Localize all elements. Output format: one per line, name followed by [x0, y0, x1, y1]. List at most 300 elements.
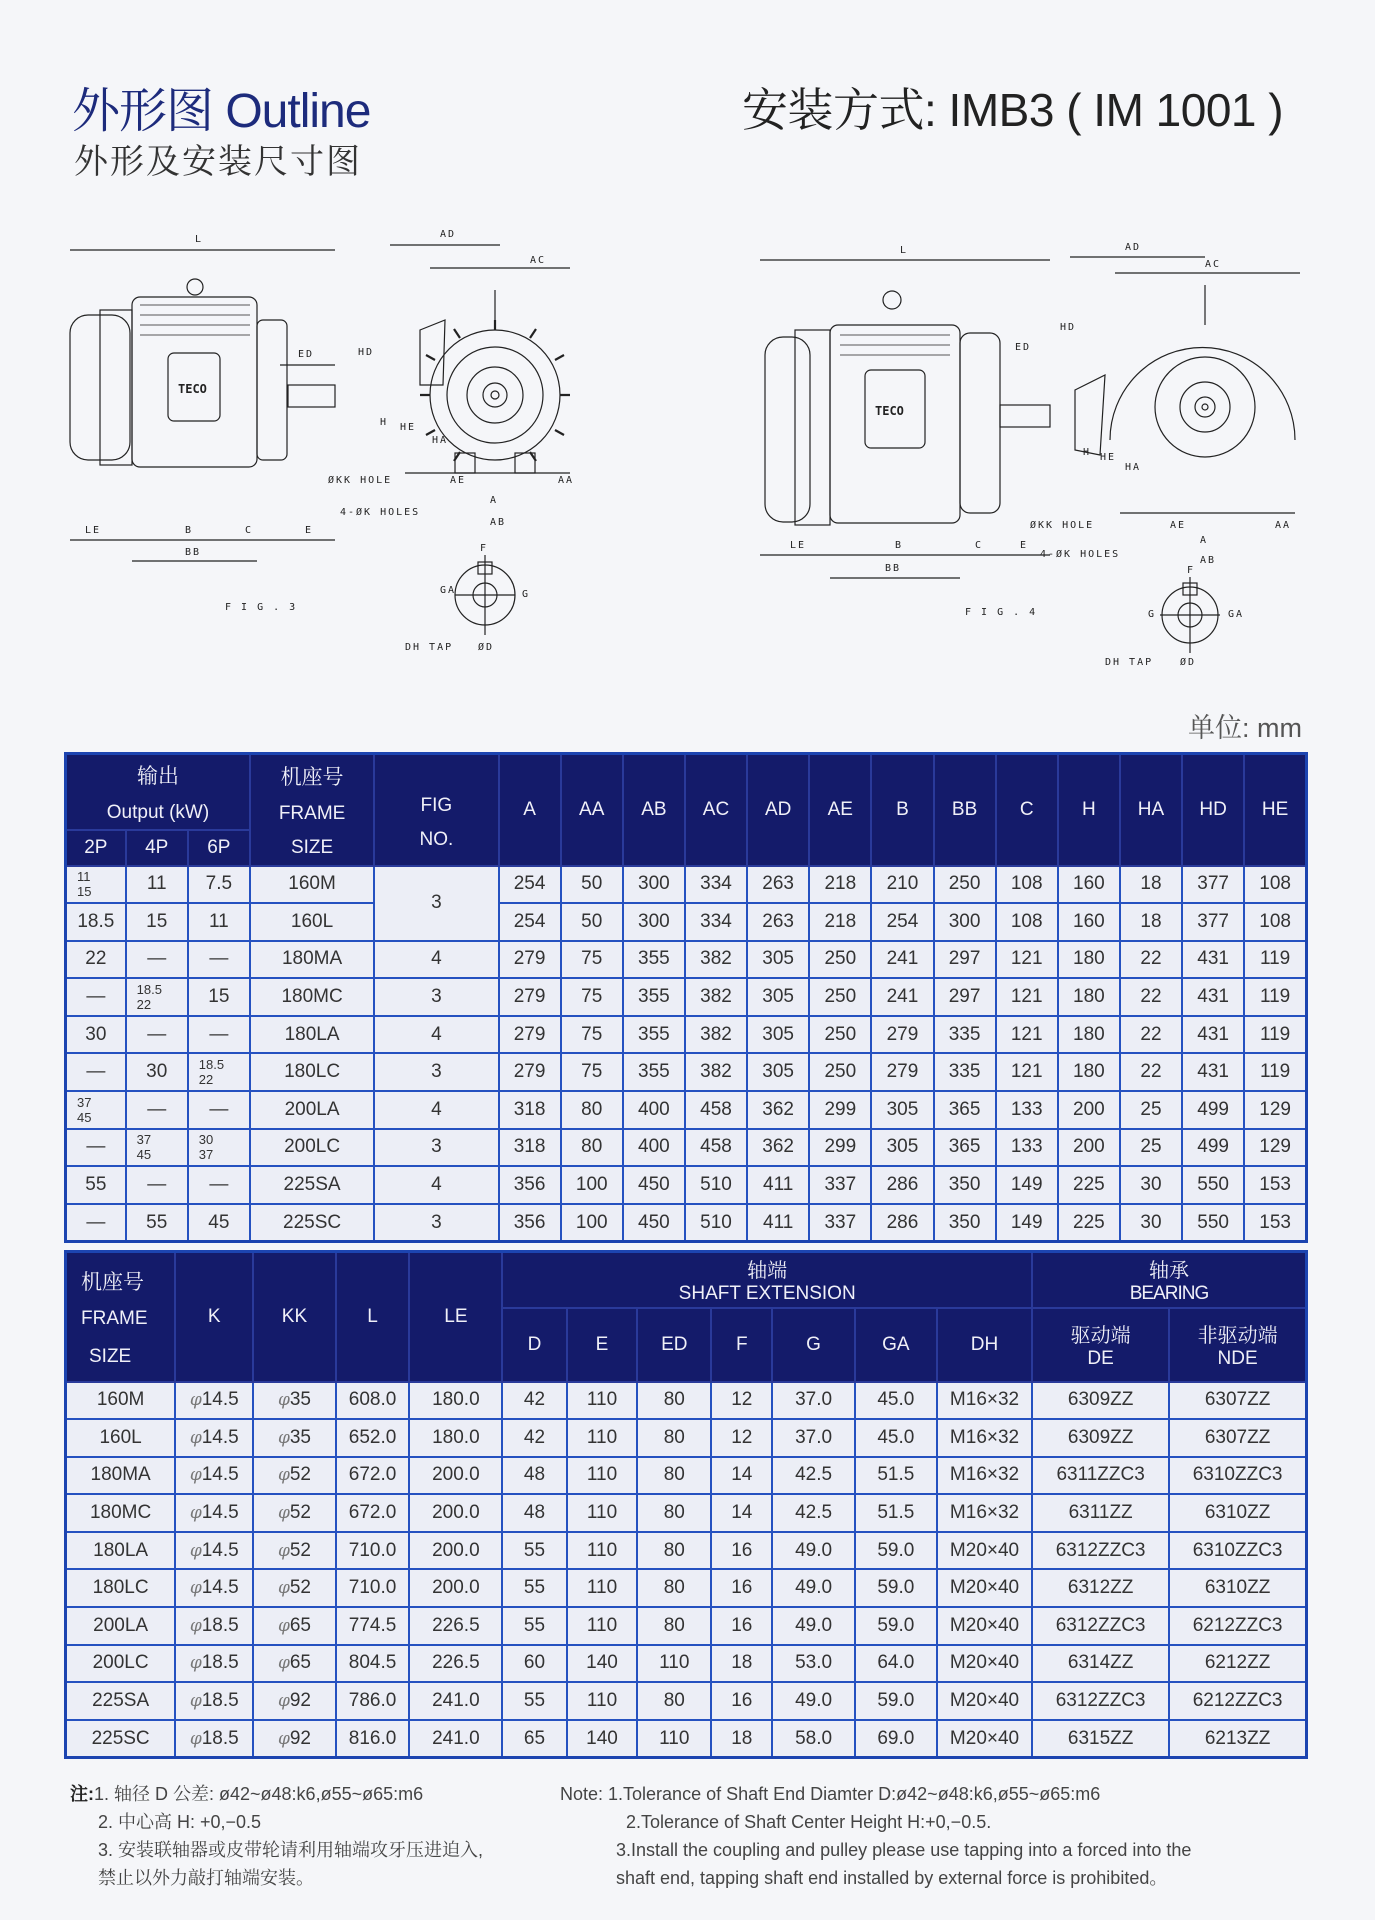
output-2p: 11 15: [66, 866, 126, 904]
phi-symbol: φ: [277, 1615, 290, 1636]
shaft-value: M20×40: [937, 1720, 1032, 1758]
svg-text:4-ØK HOLES: 4-ØK HOLES: [340, 507, 421, 518]
output-2p: 55: [66, 1166, 126, 1204]
outline-drawings: [60, 225, 1330, 675]
svg-text:L: L: [900, 245, 909, 256]
fig3-end-view: [328, 229, 574, 528]
dim-value: 254: [499, 903, 561, 941]
shaft-value: 80: [637, 1569, 711, 1607]
dim-value: 160: [1058, 866, 1120, 904]
fig-no: 3: [374, 1053, 498, 1091]
dim-value: 108: [1244, 903, 1306, 941]
dimension-table-1: [64, 752, 1308, 1243]
le-header: LE: [409, 1252, 502, 1382]
fig4-shaft-key-detail: [1105, 565, 1244, 668]
k-header: K: [175, 1252, 253, 1382]
table-row: [66, 1053, 1307, 1091]
dim-value: 305: [747, 941, 809, 979]
dim-header: H: [1058, 754, 1120, 866]
l-value: 786.0: [336, 1682, 410, 1720]
frame-size: 160L: [250, 903, 374, 941]
dim-value: 108: [1244, 866, 1306, 904]
phi-symbol: φ: [277, 1503, 290, 1524]
phi-symbol: φ: [189, 1465, 202, 1486]
svg-text:E: E: [305, 525, 314, 536]
dim-value: 180: [1058, 941, 1120, 979]
dim-value: 254: [499, 866, 561, 904]
dim-value: 153: [1244, 1204, 1306, 1242]
kk-value: φ52: [253, 1457, 335, 1495]
svg-text:DH TAP: DH TAP: [1105, 657, 1154, 668]
svg-text:L: L: [195, 234, 204, 245]
k-value: φ14.5: [175, 1569, 253, 1607]
bearing-nde: 6310ZZC3: [1169, 1457, 1306, 1495]
shaft-value: M20×40: [937, 1607, 1032, 1645]
table-row: [66, 1607, 1307, 1645]
svg-text:C: C: [975, 540, 984, 551]
dim-value: 250: [809, 1053, 871, 1091]
table-row: [66, 1682, 1307, 1720]
dim-header: A: [499, 754, 561, 866]
shaft-value: 59.0: [855, 1682, 937, 1720]
svg-text:ED: ED: [298, 349, 315, 360]
dim-value: 149: [996, 1204, 1058, 1242]
dim-value: 22: [1120, 941, 1182, 979]
svg-text:TECO: TECO: [875, 404, 904, 418]
fig-no: 4: [374, 1091, 498, 1129]
le-value: 180.0: [409, 1382, 502, 1420]
dim-value: 499: [1182, 1129, 1244, 1167]
shaft-value: 55: [502, 1682, 566, 1720]
l-value: 652.0: [336, 1419, 410, 1457]
bearing-de: 6312ZZC3: [1032, 1607, 1169, 1645]
le-value: 200.0: [409, 1494, 502, 1532]
bearing-de: 6309ZZ: [1032, 1419, 1169, 1457]
output-4p: 55: [126, 1204, 188, 1242]
frame-size-header: 机座号 FRAME SIZE: [250, 754, 374, 866]
dim-value: 22: [1120, 978, 1182, 1016]
shaft-value: 110: [567, 1607, 638, 1645]
phi-symbol: φ: [277, 1465, 290, 1486]
svg-text:ØKK HOLE: ØKK HOLE: [1030, 520, 1095, 531]
dim-value: 75: [561, 978, 623, 1016]
bearing-de: 6314ZZ: [1032, 1645, 1169, 1683]
fig-no: 4: [374, 1016, 498, 1054]
shaft-col-header: D: [502, 1308, 566, 1382]
shaft-value: 110: [567, 1569, 638, 1607]
dim-value: 119: [1244, 941, 1306, 979]
phi-symbol: φ: [277, 1578, 290, 1599]
dim-value: 362: [747, 1129, 809, 1167]
shaft-value: 53.0: [772, 1645, 854, 1683]
shaft-value: 16: [711, 1682, 772, 1720]
kk-value: φ65: [253, 1607, 335, 1645]
dim-value: 382: [685, 941, 747, 979]
notes-chinese: [70, 1780, 483, 1892]
dim-value: 279: [871, 1016, 933, 1054]
l-value: 672.0: [336, 1457, 410, 1495]
notes-label: 注:: [70, 1784, 94, 1804]
shaft-value: 110: [567, 1494, 638, 1532]
le-value: 241.0: [409, 1682, 502, 1720]
frame-size: 160L: [66, 1419, 176, 1457]
phi-symbol: φ: [189, 1615, 202, 1636]
dim-value: 279: [871, 1053, 933, 1091]
dim-value: 362: [747, 1091, 809, 1129]
kk-value: φ65: [253, 1645, 335, 1683]
dim-value: 450: [623, 1204, 685, 1242]
dim-value: 250: [809, 1016, 871, 1054]
notes-english: [560, 1780, 1191, 1892]
shaft-value: 140: [567, 1645, 638, 1683]
fig-no: 4: [374, 1166, 498, 1204]
output-4p: —: [126, 1016, 188, 1054]
bearing-de: 6312ZZC3: [1032, 1532, 1169, 1570]
shaft-value: 42: [502, 1382, 566, 1420]
shaft-value: 37.0: [772, 1382, 854, 1420]
frame-size: 200LC: [66, 1645, 176, 1683]
fig4-side-view: [760, 245, 1050, 618]
k-value: φ14.5: [175, 1419, 253, 1457]
fig-no: 3: [374, 978, 498, 1016]
dim-value: 75: [561, 941, 623, 979]
output-2p: 37 45: [66, 1091, 126, 1129]
note-en-2: 2.Tolerance of Shaft Center Height H:+0,−0.5.: [626, 1812, 992, 1832]
dim-value: 22: [1120, 1016, 1182, 1054]
output-4p: 18.5 22: [126, 978, 188, 1016]
shaft-value: 58.0: [772, 1720, 854, 1758]
phi-symbol: φ: [277, 1691, 290, 1712]
dim-value: 300: [934, 903, 996, 941]
shaft-value: 80: [637, 1532, 711, 1570]
phi-symbol: φ: [189, 1390, 202, 1411]
bearing-de: 6311ZZ: [1032, 1494, 1169, 1532]
l-value: 672.0: [336, 1494, 410, 1532]
shaft-value: 14: [711, 1457, 772, 1495]
bearing-de-header: 驱动端 DE: [1032, 1308, 1169, 1382]
phi-symbol: φ: [189, 1540, 202, 1561]
dim-value: 365: [934, 1091, 996, 1129]
svg-text:HA: HA: [1125, 462, 1142, 473]
dim-value: 350: [934, 1204, 996, 1242]
dim-value: 241: [871, 941, 933, 979]
fig-no: 3: [374, 866, 498, 941]
dim-header: BB: [934, 754, 996, 866]
dim-value: 400: [623, 1091, 685, 1129]
shaft-value: 51.5: [855, 1457, 937, 1495]
output-4p: —: [126, 1091, 188, 1129]
svg-text:BB: BB: [185, 547, 202, 558]
output-4p: 15: [126, 903, 188, 941]
output-6p: —: [188, 1166, 250, 1204]
page-subtitle: 外形及安装尺寸图: [74, 143, 362, 181]
dim-value: 355: [623, 941, 685, 979]
dim-value: 334: [685, 903, 747, 941]
bearing-de: 6309ZZ: [1032, 1382, 1169, 1420]
svg-text:G: G: [522, 589, 531, 600]
dim-value: 100: [561, 1166, 623, 1204]
shaft-value: 59.0: [855, 1569, 937, 1607]
pole-header-2p: 2P: [66, 830, 126, 866]
dim-value: 25: [1120, 1091, 1182, 1129]
output-6p: —: [188, 1016, 250, 1054]
dim-value: 305: [747, 1053, 809, 1091]
shaft-value: 80: [637, 1419, 711, 1457]
dim-value: 350: [934, 1166, 996, 1204]
l-value: 608.0: [336, 1382, 410, 1420]
dimension-table-2: [64, 1250, 1308, 1759]
dim-value: 50: [561, 903, 623, 941]
kk-value: φ52: [253, 1569, 335, 1607]
frame-size: 200LA: [66, 1607, 176, 1645]
shaft-value: 110: [637, 1645, 711, 1683]
svg-text:AD: AD: [440, 229, 457, 240]
svg-text:G: G: [1148, 609, 1157, 620]
shaft-value: 14: [711, 1494, 772, 1532]
dim-value: 286: [871, 1204, 933, 1242]
kk-value: φ35: [253, 1382, 335, 1420]
phi-symbol: φ: [189, 1728, 202, 1749]
table-row: [66, 1382, 1307, 1420]
kk-value: φ52: [253, 1532, 335, 1570]
pole-header-6p: 6P: [188, 830, 250, 866]
page-title: 外形图 Outline: [72, 85, 371, 138]
dim-value: 355: [623, 1016, 685, 1054]
bearing-nde: 6307ZZ: [1169, 1419, 1306, 1457]
fig-no: 3: [374, 1129, 498, 1167]
dim-value: 431: [1182, 1053, 1244, 1091]
shaft-value: 42.5: [772, 1457, 854, 1495]
k-value: φ18.5: [175, 1645, 253, 1683]
shaft-value: 64.0: [855, 1645, 937, 1683]
k-value: φ18.5: [175, 1682, 253, 1720]
output-4p: 11: [126, 866, 188, 904]
shaft-value: 42: [502, 1419, 566, 1457]
k-value: φ18.5: [175, 1607, 253, 1645]
l-value: 774.5: [336, 1607, 410, 1645]
svg-text:F I G . 4: F I G . 4: [965, 607, 1038, 618]
dim-value: 305: [871, 1129, 933, 1167]
svg-text:A: A: [1200, 535, 1209, 546]
svg-text:AE: AE: [450, 475, 467, 486]
dim-value: 119: [1244, 1053, 1306, 1091]
svg-text:LE: LE: [790, 540, 807, 551]
shaft-value: 110: [637, 1720, 711, 1758]
note-cn-1: 1. 轴径 D 公差: ø42~ø48:k6,ø55~ø65:m6: [94, 1784, 424, 1804]
shaft-value: 48: [502, 1457, 566, 1495]
frame-size: 180MC: [66, 1494, 176, 1532]
bearing-nde: 6310ZZC3: [1169, 1532, 1306, 1570]
frame-size: 180LC: [250, 1053, 374, 1091]
frame-size-header: 机座号 FRAME SIZE: [66, 1252, 176, 1382]
dim-value: 149: [996, 1166, 1058, 1204]
dim-value: 411: [747, 1166, 809, 1204]
svg-text:AB: AB: [1200, 555, 1217, 566]
shaft-value: 16: [711, 1569, 772, 1607]
phi-symbol: φ: [189, 1427, 202, 1448]
dim-header: AC: [685, 754, 747, 866]
svg-text:F: F: [480, 543, 489, 554]
svg-text:H: H: [1083, 447, 1092, 458]
svg-text:A: A: [490, 495, 499, 506]
table-row: [66, 1016, 1307, 1054]
shaft-value: 49.0: [772, 1682, 854, 1720]
dim-value: 180: [1058, 1016, 1120, 1054]
dim-value: 400: [623, 1129, 685, 1167]
output-4p: —: [126, 1166, 188, 1204]
dim-value: 279: [499, 941, 561, 979]
dim-header: HE: [1244, 754, 1306, 866]
fig-no: 4: [374, 941, 498, 979]
phi-symbol: φ: [189, 1578, 202, 1599]
shaft-value: 18: [711, 1720, 772, 1758]
l-value: 816.0: [336, 1720, 410, 1758]
dim-value: 121: [996, 1016, 1058, 1054]
dim-value: 450: [623, 1166, 685, 1204]
dim-value: 75: [561, 1053, 623, 1091]
svg-text:4-ØK HOLES: 4-ØK HOLES: [1040, 549, 1121, 560]
dim-value: 210: [871, 866, 933, 904]
shaft-col-header: ED: [637, 1308, 711, 1382]
dim-header: B: [871, 754, 933, 866]
dim-value: 510: [685, 1204, 747, 1242]
svg-text:B: B: [185, 525, 194, 536]
output-4p: 30: [126, 1053, 188, 1091]
shaft-value: 80: [637, 1457, 711, 1495]
shaft-value: 49.0: [772, 1532, 854, 1570]
dim-value: 318: [499, 1091, 561, 1129]
output-6p: 11: [188, 903, 250, 941]
dim-value: 411: [747, 1204, 809, 1242]
dim-value: 356: [499, 1166, 561, 1204]
le-value: 226.5: [409, 1645, 502, 1683]
svg-text:AB: AB: [490, 517, 507, 528]
l-value: 710.0: [336, 1569, 410, 1607]
shaft-value: 16: [711, 1532, 772, 1570]
phi-symbol: φ: [277, 1653, 290, 1674]
kk-value: φ35: [253, 1419, 335, 1457]
kk-value: φ92: [253, 1682, 335, 1720]
dim-value: 200: [1058, 1129, 1120, 1167]
shaft-value: 110: [567, 1419, 638, 1457]
dim-value: 431: [1182, 1016, 1244, 1054]
dim-value: 377: [1182, 866, 1244, 904]
frame-size: 160M: [66, 1382, 176, 1420]
dim-value: 80: [561, 1091, 623, 1129]
shaft-value: 69.0: [855, 1720, 937, 1758]
dim-value: 133: [996, 1091, 1058, 1129]
shaft-value: 49.0: [772, 1569, 854, 1607]
dim-value: 241: [871, 978, 933, 1016]
le-value: 226.5: [409, 1607, 502, 1645]
svg-text:GA: GA: [440, 585, 457, 596]
svg-text:B: B: [895, 540, 904, 551]
frame-size: 160M: [250, 866, 374, 904]
phi-symbol: φ: [277, 1390, 290, 1411]
bearing-nde: 6310ZZ: [1169, 1494, 1306, 1532]
shaft-value: 42.5: [772, 1494, 854, 1532]
svg-text:TECO: TECO: [178, 382, 207, 396]
le-value: 200.0: [409, 1532, 502, 1570]
k-value: φ14.5: [175, 1457, 253, 1495]
dim-value: 153: [1244, 1166, 1306, 1204]
bearing-de: 6315ZZ: [1032, 1720, 1169, 1758]
output-2p: 22: [66, 941, 126, 979]
table-row: [66, 1204, 1307, 1242]
shaft-value: 110: [567, 1532, 638, 1570]
bearing-de: 6311ZZC3: [1032, 1457, 1169, 1495]
dim-value: 225: [1058, 1166, 1120, 1204]
dim-header: AE: [809, 754, 871, 866]
svg-text:LE: LE: [85, 525, 102, 536]
shaft-value: 60: [502, 1645, 566, 1683]
output-6p: —: [188, 1091, 250, 1129]
shaft-value: M20×40: [937, 1532, 1032, 1570]
shaft-value: 37.0: [772, 1419, 854, 1457]
dim-value: 382: [685, 1053, 747, 1091]
dim-value: 250: [934, 866, 996, 904]
dim-value: 119: [1244, 978, 1306, 1016]
dim-value: 297: [934, 978, 996, 1016]
kk-header: KK: [253, 1252, 335, 1382]
output-4p: 37 45: [126, 1129, 188, 1167]
bearing-nde: 6310ZZ: [1169, 1569, 1306, 1607]
table-row: [66, 978, 1307, 1016]
note-en-1: Note: 1.Tolerance of Shaft End Diamter D:ø42~ø48:k6,ø55~ø65:m6: [560, 1784, 1101, 1804]
shaft-value: M16×32: [937, 1419, 1032, 1457]
dim-value: 263: [747, 903, 809, 941]
table-row: [66, 1494, 1307, 1532]
dim-value: 180: [1058, 978, 1120, 1016]
shaft-value: 59.0: [855, 1607, 937, 1645]
l-value: 804.5: [336, 1645, 410, 1683]
dim-value: 337: [809, 1166, 871, 1204]
mounting-type: 安装方式: IMB3 ( IM 1001 ): [742, 84, 1284, 136]
shaft-value: 110: [567, 1457, 638, 1495]
dim-value: 25: [1120, 1129, 1182, 1167]
frame-size: 180MC: [250, 978, 374, 1016]
dim-value: 218: [809, 903, 871, 941]
shaft-value: 110: [567, 1682, 638, 1720]
shaft-value: 45.0: [855, 1382, 937, 1420]
dim-value: 121: [996, 941, 1058, 979]
k-value: φ18.5: [175, 1720, 253, 1758]
dim-value: 305: [747, 978, 809, 1016]
dim-value: 458: [685, 1129, 747, 1167]
shaft-col-header: GA: [855, 1308, 937, 1382]
svg-text:AD: AD: [1125, 242, 1142, 253]
dim-value: 218: [809, 866, 871, 904]
bearing-de: 6312ZZC3: [1032, 1682, 1169, 1720]
dim-value: 129: [1244, 1129, 1306, 1167]
dim-value: 18: [1120, 866, 1182, 904]
dim-value: 550: [1182, 1166, 1244, 1204]
dim-value: 377: [1182, 903, 1244, 941]
dim-value: 335: [934, 1053, 996, 1091]
bearing-de: 6312ZZ: [1032, 1569, 1169, 1607]
svg-text:ØKK HOLE: ØKK HOLE: [328, 475, 393, 486]
frame-size: 180LC: [66, 1569, 176, 1607]
dim-value: 180: [1058, 1053, 1120, 1091]
table-row: [66, 1720, 1307, 1758]
shaft-extension-header: 轴端 SHAFT EXTENSION: [502, 1252, 1032, 1308]
phi-symbol: φ: [277, 1427, 290, 1448]
table-row: [66, 866, 1307, 904]
output-6p: 15: [188, 978, 250, 1016]
dim-header: HA: [1120, 754, 1182, 866]
dim-value: 133: [996, 1129, 1058, 1167]
dim-value: 225: [1058, 1204, 1120, 1242]
